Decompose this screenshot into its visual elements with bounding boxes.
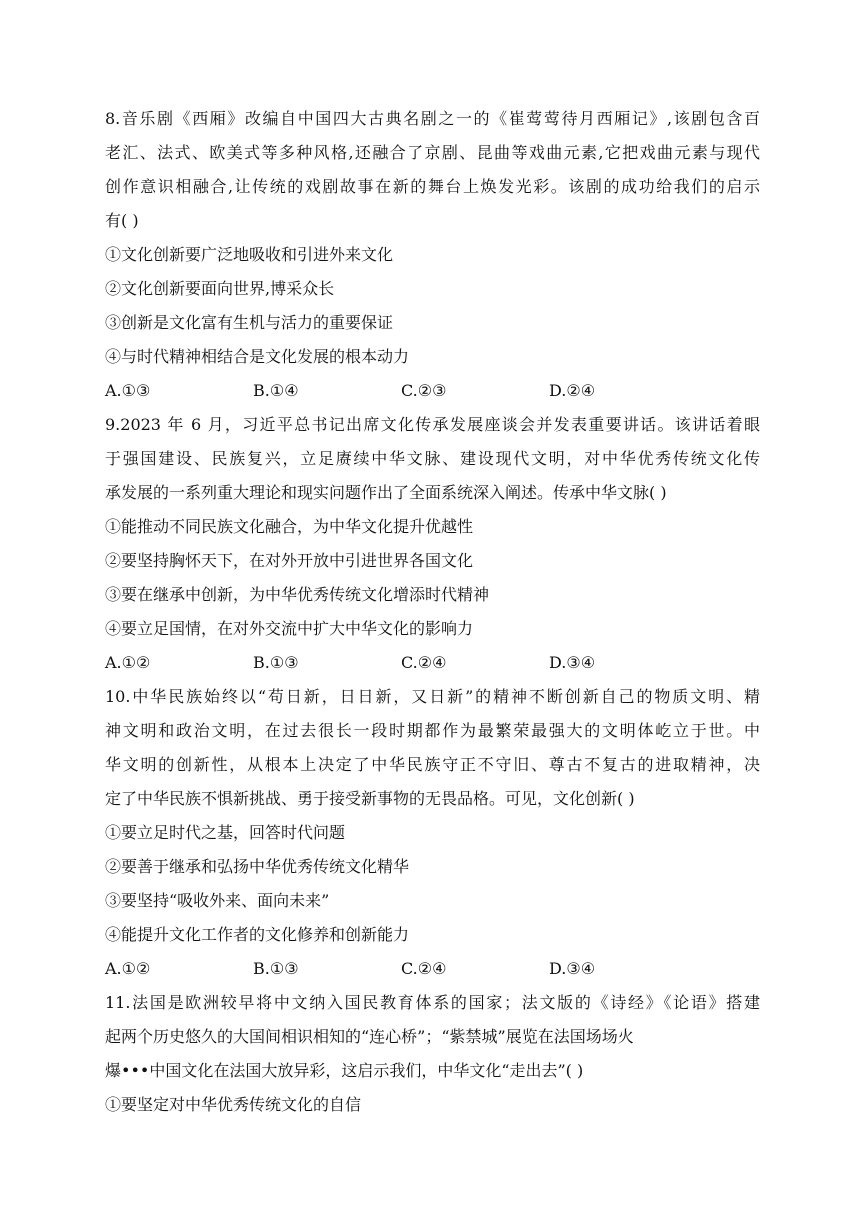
question-stem-line: 神文明和政治文明，在过去很长一段时期都作为最繁荣最强大的文明体屹立于世。中 (105, 721, 760, 740)
exam-page (105, 102, 760, 1122)
statement-item: ③要坚持“吸收外来、面向未来” (105, 891, 330, 910)
question-stem-line: 定了中华民族不惧新挑战、勇于接受新事物的无畏品格。可见，文化创新( ) (105, 789, 635, 808)
statement-item: ②文化创新要面向世界,博采众长 (105, 279, 335, 298)
option-b: B.①③ (253, 653, 299, 672)
question-stem-line: 华文明的创新性，从根本上决定了中华民族守正不守旧、尊古不复古的进取精神，决 (105, 755, 760, 774)
question-9 (105, 408, 760, 680)
question-stem-line: 11.法国是欧洲较早将中文纳入国民教育体系的国家；法文版的《诗经》《论语》搭建 (105, 993, 760, 1012)
option-d: D.②④ (549, 381, 596, 400)
question-stem-line: 承发展的一系列重大理论和现实问题作出了全面系统深入阐述。传承中华文脉( ) (105, 483, 667, 502)
statement-item: ④要立足国情，在对外交流中扩大中华文化的影响力 (105, 619, 474, 638)
answer-options (105, 952, 760, 986)
question-stem-line: 老汇、法式、欧美式等多种风格,还融合了京剧、昆曲等戏曲元素,它把戏曲元素与现代 (105, 143, 760, 162)
option-a: A.①② (105, 959, 151, 978)
question-stem-line: 起两个历史悠久的大国间相识相知的“连心桥”；“紫禁城”展览在法国场场火 (105, 1027, 634, 1046)
statement-item: ②要善于继承和弘扬中华优秀传统文化精华 (105, 857, 410, 876)
question-stem-line: 有( ) (105, 211, 139, 230)
statement-item: ②要坚持胸怀天下，在对外开放中引进世界各国文化 (105, 551, 474, 570)
option-c: C.②③ (401, 381, 447, 400)
question-stem-line: 爆•••中国文化在法国大放异彩，这启示我们，中华文化“走出去”( ) (105, 1061, 584, 1080)
question-stem-line: 10.中华民族始终以“苟日新，日日新，又日新”的精神不断创新自己的物质文明、精 (105, 687, 760, 706)
statement-item: ①要立足时代之基，回答时代问题 (105, 823, 346, 842)
answer-options (105, 374, 760, 408)
statement-item: ①文化创新要广泛地吸收和引进外来文化 (105, 245, 394, 264)
statement-item: ③要在继承中创新，为中华优秀传统文化增添时代精神 (105, 585, 490, 604)
statement-item: ①能推动不同民族文化融合，为中华文化提升优越性 (105, 517, 474, 536)
option-d: D.③④ (549, 653, 596, 672)
question-stem-line: 8.音乐剧《西厢》改编自中国四大古典名剧之一的《崔莺莺待月西厢记》,该剧包含百 (105, 109, 760, 128)
statement-item: ③创新是文化富有生机与活力的重要保证 (105, 313, 394, 332)
option-b: B.①④ (253, 381, 299, 400)
question-stem-line: 于强国建设、民族复兴，立足赓续中华文脉、建设现代文明，对中华优秀传统文化传 (105, 449, 760, 468)
question-8 (105, 102, 760, 408)
option-d: D.③④ (549, 959, 596, 978)
option-a: A.①② (105, 653, 151, 672)
statement-item: ④能提升文化工作者的文化修养和创新能力 (105, 925, 410, 944)
question-stem-line: 创作意识相融合,让传统的戏剧故事在新的舞台上焕发光彩。该剧的成功给我们的启示 (105, 177, 760, 196)
option-a: A.①③ (105, 381, 151, 400)
answer-options (105, 646, 760, 680)
option-b: B.①③ (253, 959, 299, 978)
question-10 (105, 680, 760, 986)
statement-item: ①要坚定对中华优秀传统文化的自信 (105, 1095, 362, 1114)
statement-item: ④与时代精神相结合是文化发展的根本动力 (105, 347, 410, 366)
option-c: C.②④ (401, 653, 447, 672)
question-stem-line: 9.2023 年 6 月，习近平总书记出席文化传承发展座谈会并发表重要讲话。该讲话着眼 (105, 415, 760, 434)
option-c: C.②④ (401, 959, 447, 978)
question-11 (105, 986, 760, 1122)
